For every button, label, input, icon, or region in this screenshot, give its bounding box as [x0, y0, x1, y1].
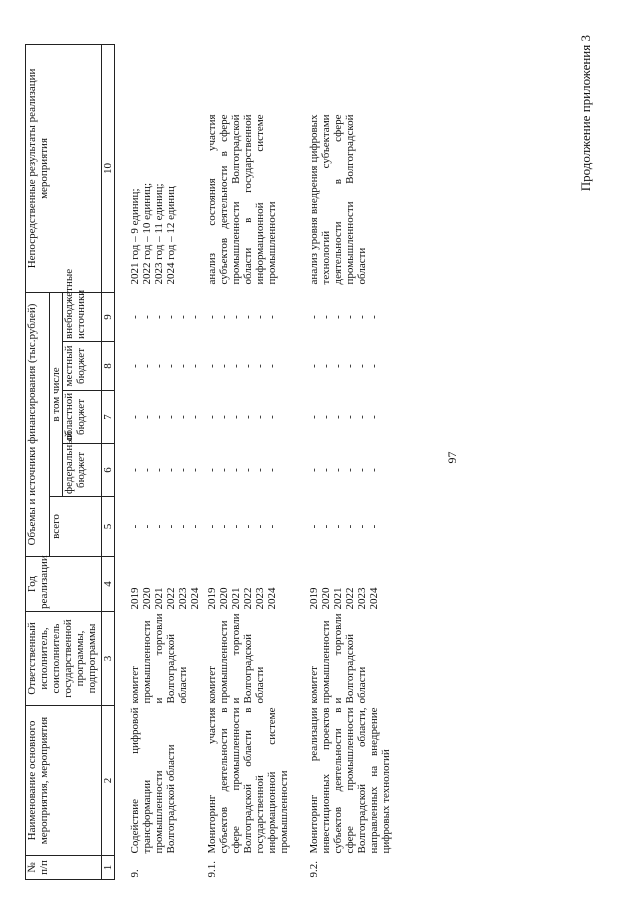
year: 2023: [253, 587, 266, 610]
col-index: 10: [102, 44, 115, 292]
row-executor: комитет промышленности и торговли Волгоградской области: [307, 613, 368, 704]
row-name: Мониторинг участия субъектов деятельности в сфере промышленности Волгоградской области в государственной информационной системе промышленности: [205, 707, 290, 854]
local-values: - - - - - -: [205, 364, 278, 368]
header-year: Год реализации: [26, 557, 102, 612]
header-incl: в том числе: [50, 292, 63, 496]
row-years: [304, 557, 576, 612]
year: 2023: [355, 587, 368, 610]
header-results: Непосредственные результаты реализации мероприятия: [26, 44, 102, 292]
regional-values: - - - - - -: [129, 415, 201, 419]
year: 2019: [307, 587, 320, 610]
header-extra: внебюджетные источники: [63, 292, 102, 341]
header-regional: областной бюджет: [63, 391, 102, 444]
federal-values: - - - - - -: [307, 468, 380, 472]
year: 2019: [129, 587, 141, 610]
extra-values: - - - - - -: [307, 315, 380, 319]
year: 2022: [343, 587, 356, 610]
header-funding: Объемы и источники финансирования (тыс.рублей): [26, 292, 50, 556]
year: 2020: [319, 587, 332, 610]
row-executor: комитет промышленности и торговли Волгоградской области: [129, 613, 189, 704]
total-values: - - - - - -: [205, 524, 278, 529]
row-executor: комитет промышленности и торговли Волгоградской области: [205, 613, 266, 704]
year: 2021: [153, 587, 165, 610]
extra-values: - - - - - -: [205, 315, 278, 319]
page-number: 97: [445, 451, 459, 464]
col-index: 7: [102, 391, 115, 444]
row-results: 2021 год – 9 единиц; 2022 год – 10 единиц; 2023 год – 11 единиц; 2024 год – 12 единиц: [129, 182, 177, 285]
table-row: [304, 44, 576, 879]
table-row: [202, 44, 304, 879]
year: 2024: [265, 587, 278, 610]
row-number: 9.2.: [307, 861, 320, 878]
header-total: всего: [50, 497, 102, 557]
header-name: Наименование основного мероприятия, мероприятия: [26, 706, 102, 856]
rotated-page: [25, 35, 615, 880]
header-num: № п/п: [26, 856, 102, 880]
header-federal: федеральный бюджет: [63, 444, 102, 497]
col-index: 6: [102, 444, 115, 497]
year: 2024: [367, 587, 380, 610]
col-index: 1: [102, 856, 115, 880]
regional-values: - - - - - -: [307, 415, 380, 419]
regional-values: - - - - - -: [205, 415, 278, 419]
federal-values: - - - - - -: [129, 468, 201, 472]
extra-values: - - - - - -: [129, 315, 201, 319]
total-values: - - - - - -: [129, 524, 201, 529]
col-index: 8: [102, 342, 115, 391]
year: 2024: [189, 587, 201, 610]
year: 2022: [165, 587, 177, 610]
col-index: 4: [102, 557, 115, 612]
year: 2022: [241, 587, 254, 610]
year: 2019: [205, 587, 218, 610]
row-years: [202, 557, 304, 612]
row-name: Мониторинг реализации инвестиционных проектов субъектов деятельности в сфере промышленности Волгоградской области, направленных на внедрение цифровых технологий: [307, 707, 392, 854]
column-index-row: [102, 44, 115, 879]
row-results: анализ состояния участия субъектов деятельности в сфере промышленности Волгоградской области в государственной информационной системе промышленности: [205, 114, 278, 285]
row-results: анализ уровня внедрения цифровых технологий субъектами деятельности в сфере промышленности Волгоградской области: [307, 114, 368, 285]
local-values: - - - - - -: [307, 364, 380, 368]
header-local: местный бюджет: [63, 342, 102, 391]
col-index: 3: [102, 612, 115, 706]
col-index: 5: [102, 497, 115, 557]
row-years: [115, 557, 202, 612]
col-index: 2: [102, 706, 115, 856]
year: 2021: [229, 587, 242, 610]
funding-table: [25, 44, 575, 880]
continuation-label: Продолжение приложения 3: [578, 35, 593, 192]
year: 2020: [217, 587, 230, 610]
year: 2023: [177, 587, 189, 610]
year: 2021: [331, 587, 344, 610]
total-values: - - - - - -: [307, 524, 380, 529]
row-number: 9.: [129, 869, 141, 878]
col-index: 9: [102, 292, 115, 341]
table-row: [115, 44, 202, 879]
row-name: Содействие цифровой трансформации промышленности Волгоградской области: [129, 707, 177, 854]
header-executor: Ответственный исполнитель, соисполнитель государственной программы, подпрограммы: [26, 612, 102, 706]
row-number: 9.1.: [205, 861, 218, 878]
year: 2020: [141, 587, 153, 610]
federal-values: - - - - - -: [205, 468, 278, 472]
local-values: - - - - - -: [129, 364, 201, 368]
